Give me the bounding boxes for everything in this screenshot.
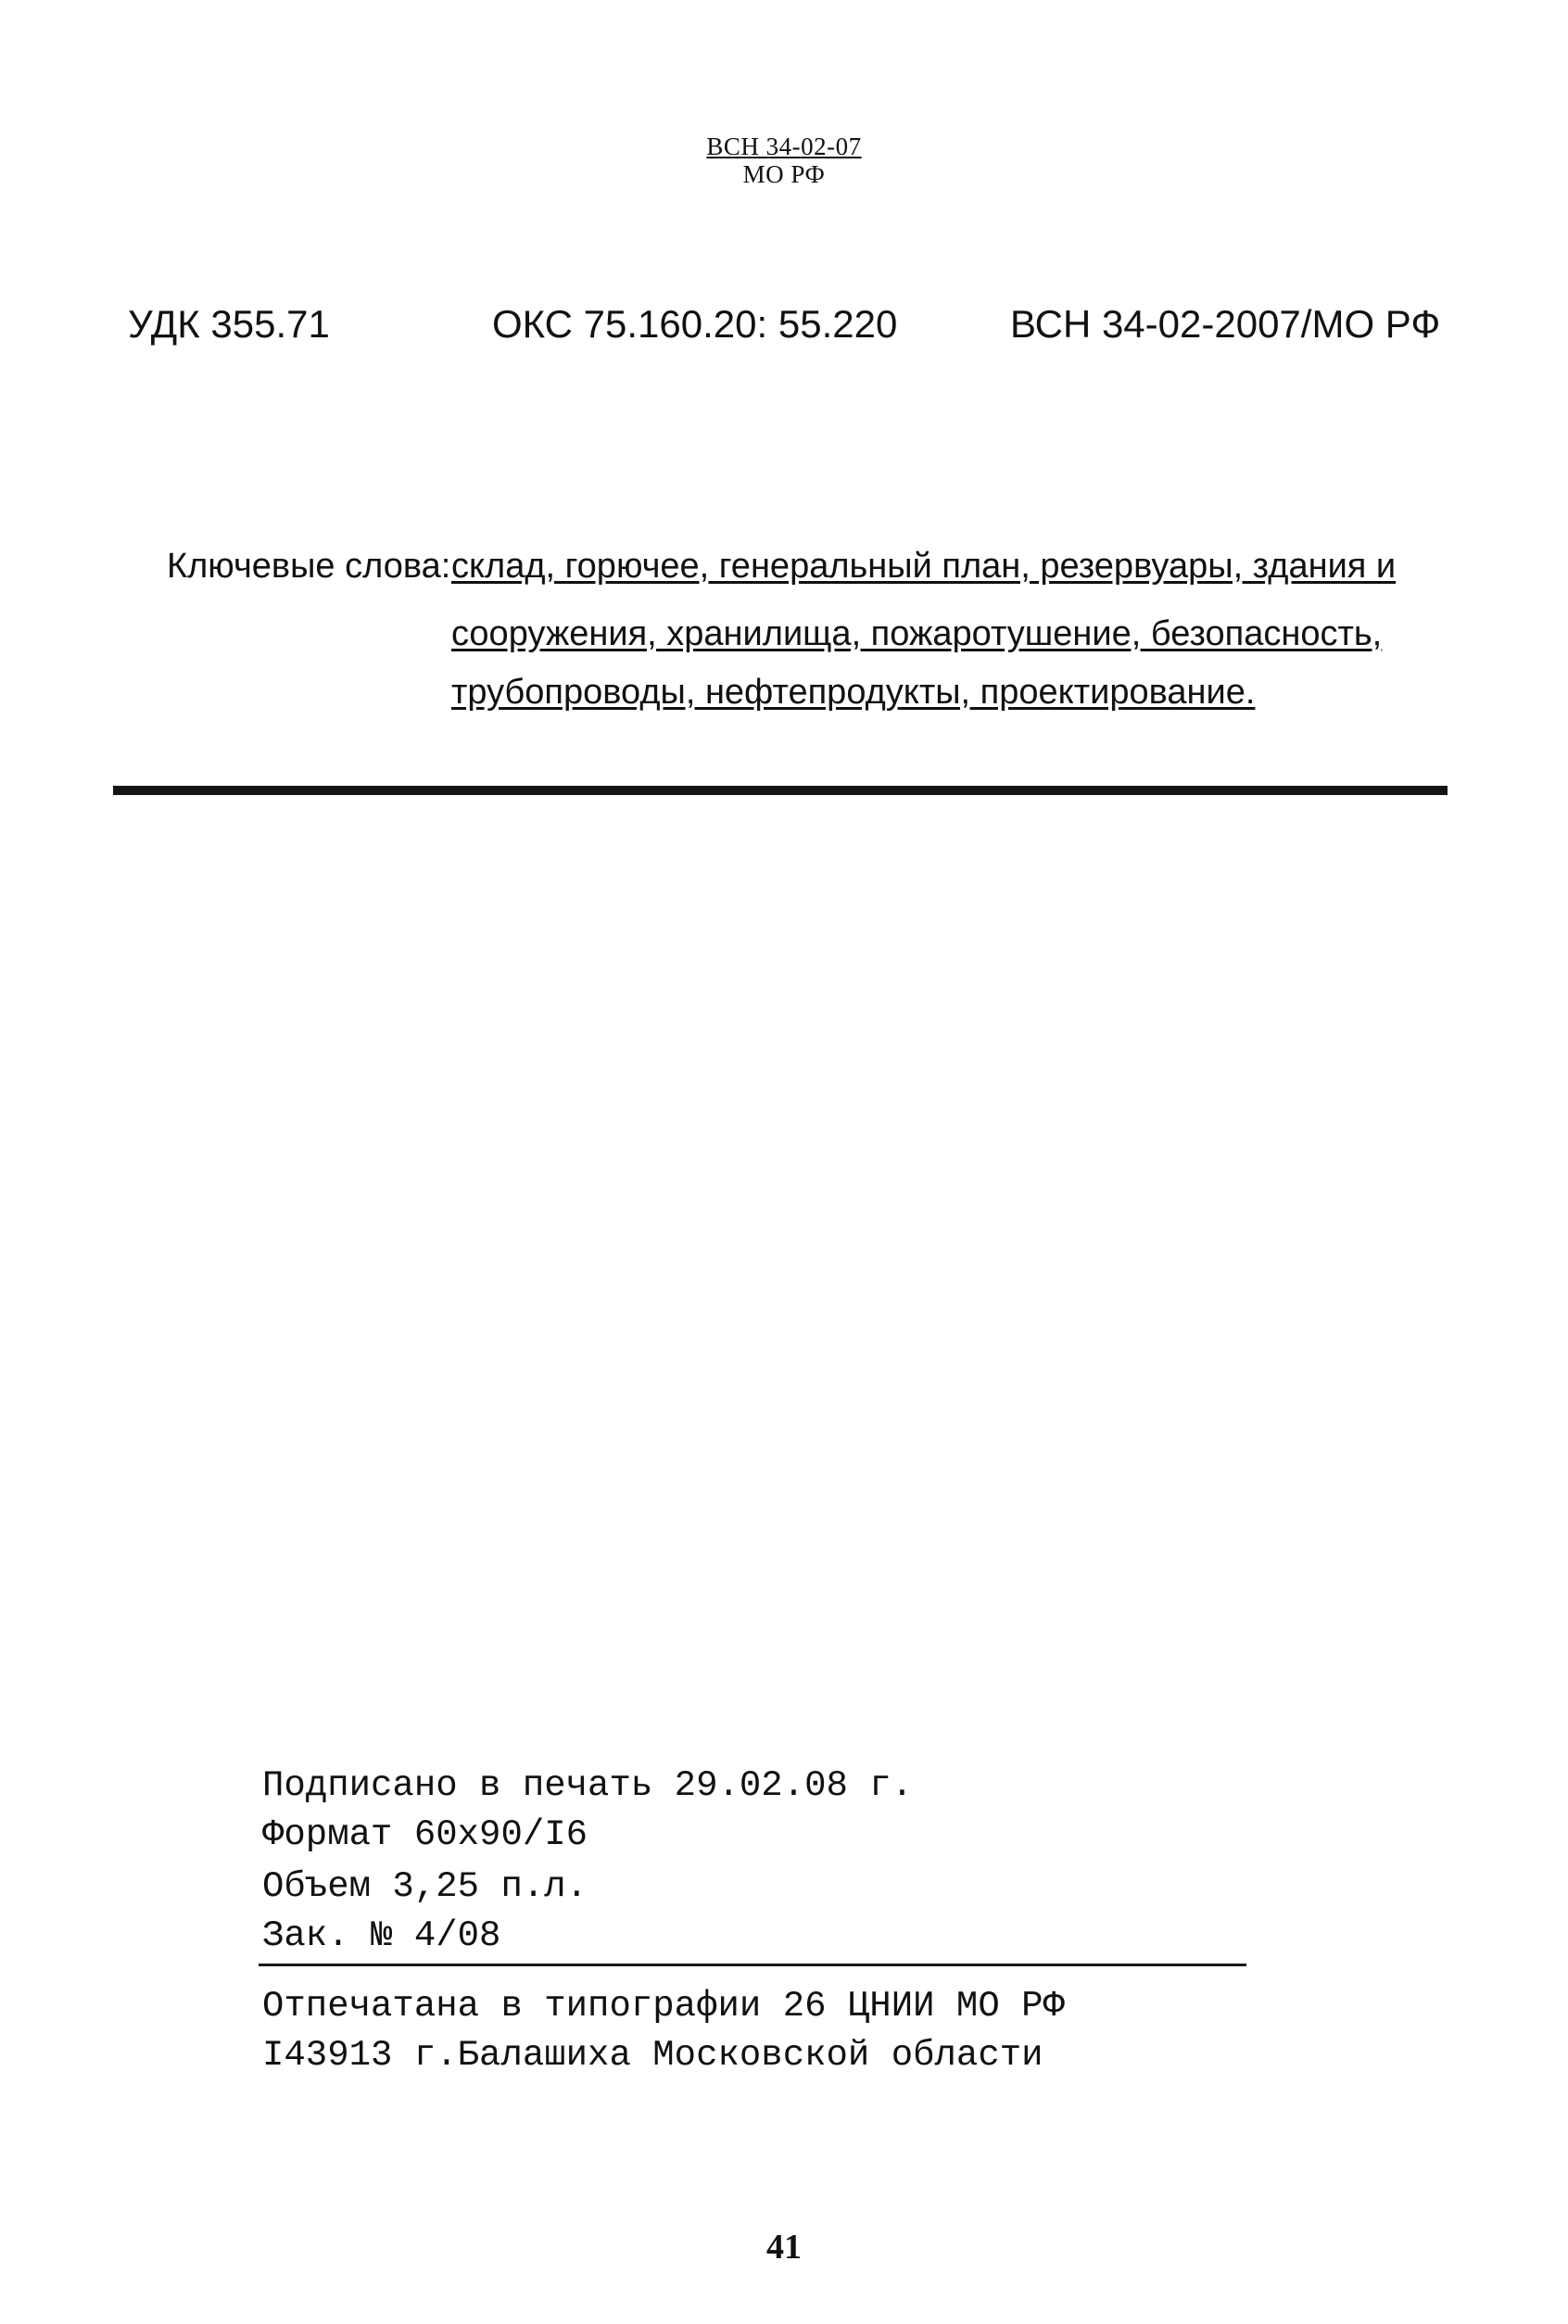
document-code-header bbox=[0, 133, 1568, 188]
imprint-printing-house: Отпечатана в типографии 26 ЦНИИ МО РФ bbox=[262, 1986, 1065, 2027]
page-number: 41 bbox=[766, 2228, 802, 2267]
keywords-line-3: трубопроводы, нефтепродукты, проектирование. bbox=[451, 673, 1256, 712]
imprint-volume: Объем 3,25 п.л. bbox=[262, 1866, 588, 1907]
imprint-order-number: Зак. № 4/08 bbox=[262, 1915, 501, 1956]
document-code: ВСН 34-02-07 bbox=[706, 133, 862, 160]
keywords-line-2: сооружения, хранилища, пожаротушение, безопасность, bbox=[451, 614, 1383, 653]
udc-code: УДК 355.71 bbox=[128, 302, 330, 346]
document-ministry: МО РФ bbox=[742, 160, 826, 188]
keywords-label: Ключевые слова: bbox=[167, 547, 451, 586]
vsn-code: ВСН 34-02-2007/МО РФ bbox=[1010, 302, 1441, 346]
section-divider bbox=[113, 786, 1448, 795]
keywords-line-1: склад, горючее, генеральный план, резервуары, здания и bbox=[451, 547, 1397, 586]
imprint-address: I43913 г.Балашиха Московской области bbox=[262, 2035, 1043, 2076]
imprint-format: Формат 60x90/I6 bbox=[262, 1814, 588, 1855]
oks-code: ОКС 75.160.20: 55.220 bbox=[492, 302, 898, 346]
imprint-divider bbox=[259, 1964, 1246, 1966]
imprint-signed-date: Подписано в печать 29.02.08 г. bbox=[262, 1765, 914, 1806]
